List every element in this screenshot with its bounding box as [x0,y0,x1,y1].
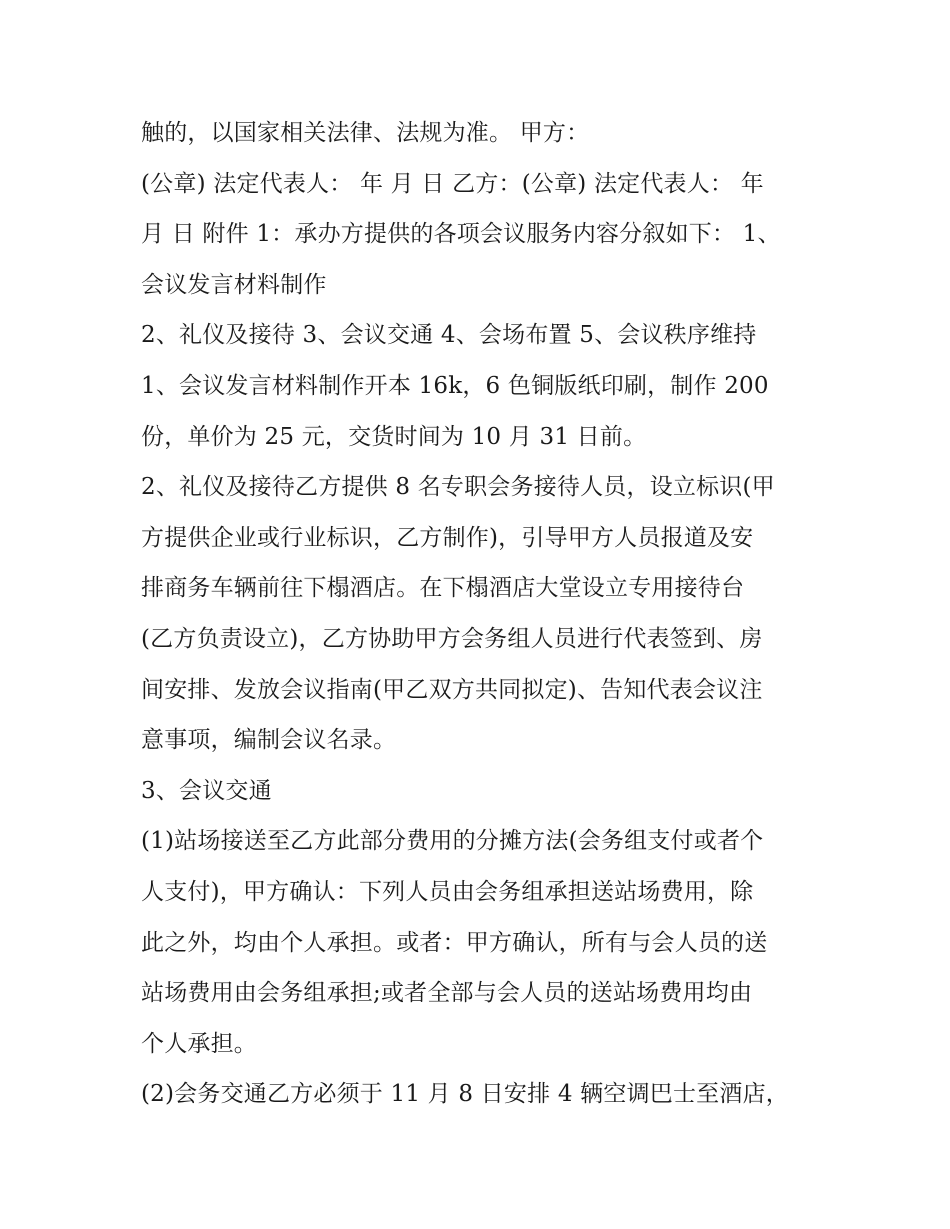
text-line: 份，单价为 25 元，交货时间为 10 月 31 日前。 [141,423,647,450]
document-body [141,108,821,1120]
text-line: 排商务车辆前往下榻酒店。在下榻酒店大堂设立专用接待台 [141,575,745,602]
text-line: 站场费用由会务组承担;或者全部与会人员的送站场费用均由 [141,980,753,1007]
text-line: 月 日 附件 1：承办方提供的各项会议服务内容分叙如下： 1、 [141,221,781,248]
text-line: 3、会议交通 [141,777,272,804]
text-line: 个人承担。 [141,1030,257,1057]
text-line: 1、会议发言材料制作开本 16k，6 色铜版纸印刷，制作 200 [141,372,769,399]
text-line: 会议发言材料制作 [141,271,327,298]
text-line: (2)会务交通乙方必须于 11 月 8 日安排 4 辆空调巴士至酒店， [141,1081,789,1108]
text-line: (公章) 法定代表人： 年 月 日 乙方：(公章) 法定代表人： 年 [141,170,764,197]
text-line: 人支付)，甲方确认：下列人员由会务组承担送站场费用，除 [141,878,754,905]
text-line: (1)站场接送至乙方此部分费用的分摊方法(会务组支付或者个 [141,828,764,855]
text-line: 2、礼仪及接待乙方提供 8 名专职会务接待人员，设立标识(甲 [141,474,775,501]
text-line: 间安排、发放会议指南(甲乙双方共同拟定)、告知代表会议注 [141,676,763,703]
text-line: 2、礼仪及接待 3、会议交通 4、会场布置 5、会议秩序维持 [141,322,757,349]
text-line: 方提供企业或行业标识，乙方制作)，引导甲方人员报道及安 [141,524,754,551]
text-line: 触的，以国家相关法律、法规为准。 甲方： [141,120,590,146]
text-line: 意事项，编制会议名录。 [141,727,397,754]
text-line: 此之外，均由个人承担。或者：甲方确认，所有与会人员的送 [141,929,768,956]
text-line: (乙方负责设立)，乙方协助甲方会务组人员进行代表签到、房 [141,625,763,652]
